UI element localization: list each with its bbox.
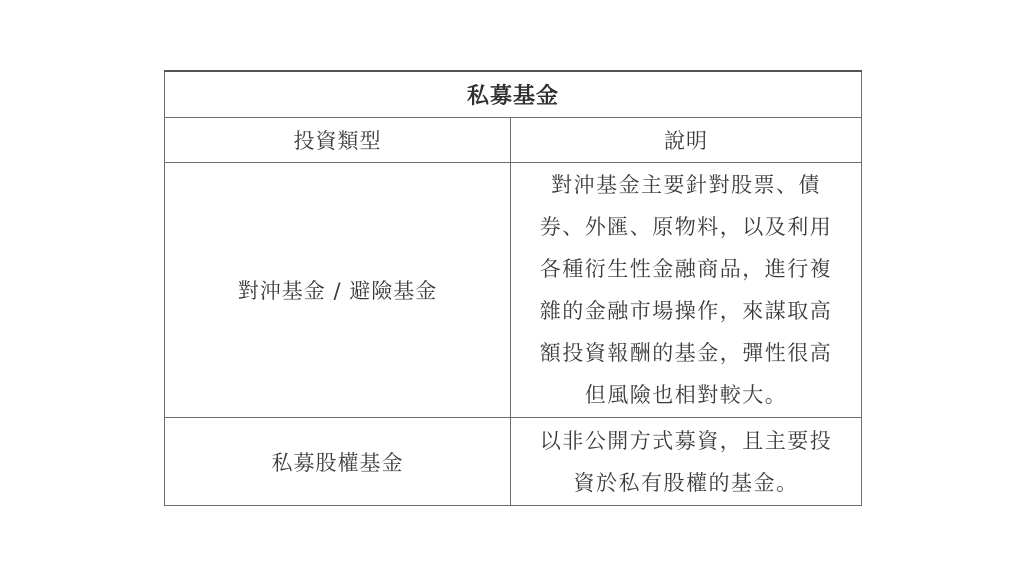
description-line: 資於私有股權的基金。	[573, 470, 799, 495]
header-description: 說明	[511, 118, 862, 163]
table-title: 私募基金	[165, 71, 862, 118]
header-investment-type: 投資類型	[165, 118, 511, 163]
description-line: 各種衍生性金融商品，進行複	[539, 257, 833, 281]
row-description-hedge-fund	[511, 163, 862, 418]
row-description-private-equity	[511, 418, 862, 506]
description-line: 雜的金融市場操作，來謀取高	[539, 299, 833, 323]
table-title-row	[165, 71, 862, 118]
description-line: 額投資報酬的基金，彈性很高	[539, 341, 833, 365]
description-line: 以非公開方式募資，且主要投	[539, 428, 833, 453]
description-line: 但風險也相對較大。	[584, 383, 788, 407]
description-line: 對沖基金主要針對股票、債	[551, 173, 821, 197]
description-line: 券、外匯、原物料，以及利用	[539, 215, 833, 239]
table-row	[165, 418, 862, 506]
row-type-private-equity: 私募股權基金	[165, 418, 511, 506]
private-fund-table	[164, 70, 862, 506]
table-header-row	[165, 118, 862, 163]
table-row	[165, 163, 862, 418]
row-type-hedge-fund: 對沖基金 / 避險基金	[165, 163, 511, 418]
